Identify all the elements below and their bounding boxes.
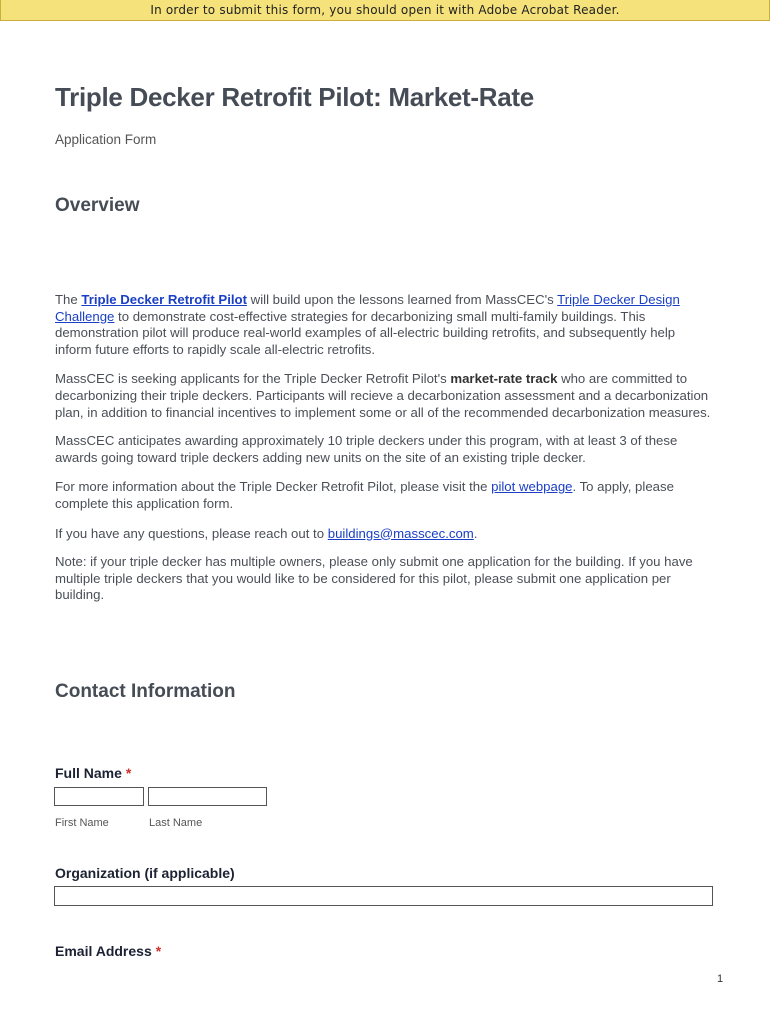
overview-paragraph-5	[55, 526, 715, 543]
first-name-sublabel: First Name	[55, 817, 109, 829]
organization-input[interactable]	[54, 886, 713, 906]
full-name-label	[55, 765, 131, 781]
organization-label: Organization (if applicable)	[55, 865, 235, 881]
email-address-label	[55, 943, 161, 959]
required-asterisk: *	[125, 765, 132, 781]
market-rate-track-emphasis: market-rate track	[450, 371, 558, 387]
p2-text-start: MassCEC is seeking applicants for the Triple Decker Retrofit Pilot's	[55, 371, 451, 387]
overview-paragraph-2	[55, 371, 715, 421]
first-name-input[interactable]	[54, 787, 144, 806]
last-name-input[interactable]	[148, 787, 267, 806]
p4-text-end: . To apply, please complete this application form.	[55, 479, 674, 511]
contact-email-link[interactable]: buildings@masscec.com	[327, 525, 474, 541]
page-title: Triple Decker Retrofit Pilot: Market-Rate	[55, 82, 534, 112]
overview-paragraph-3: MassCEC anticipates awarding approximately 10 triple deckers under this program, with at least 3 of these awards going toward triple deckers adding new units on the site of an existing triple decker.	[55, 433, 678, 465]
page-number: 1	[717, 973, 724, 985]
p5-text-start: If you have any questions, please reach out to	[55, 525, 328, 541]
p2-text-end: who are committed to decarbonizing their triple deckers. Participants will recieve a decarbonization assessment and a decarbonization plan, in addition to financial incentives to implement some or all of the recommended decarbonization measures.	[55, 371, 711, 420]
overview-body	[55, 292, 715, 604]
p1-text-mid: will build upon the lessons learned from MassCEC's	[247, 292, 558, 307]
last-name-sublabel: Last Name	[149, 817, 203, 829]
p1-text-start: The	[55, 292, 82, 307]
overview-paragraph-6: Note: if your triple decker has multiple owners, please only submit one application for the building. If you have multiple triple deckers that you would like to be considered for this pilot, please submit one application per building.	[55, 554, 693, 603]
triple-decker-retrofit-pilot-link[interactable]: Triple Decker Retrofit Pilot	[81, 292, 248, 307]
full-name-label-text: Full Name	[55, 765, 122, 781]
overview-paragraph-4	[55, 479, 715, 512]
email-address-label-text: Email Address	[55, 943, 152, 959]
p4-text-start: For more information about the Triple Decker Retrofit Pilot, please visit the	[55, 479, 492, 495]
overview-heading: Overview	[55, 195, 140, 216]
pilot-webpage-link[interactable]: pilot webpage	[491, 479, 573, 495]
page-subtitle: Application Form	[55, 132, 157, 147]
required-asterisk: *	[155, 943, 162, 959]
overview-paragraph-1	[55, 292, 715, 358]
p5-text-end: .	[473, 525, 478, 541]
p1-text-end: to demonstrate cost-effective strategies for decarbonizing small multi-family buildings. This demonstration pilot will produce real-world examples of all-electric building retrofits, and subsequently help inform future efforts to rapidly scale all-electric retrofits.	[55, 308, 676, 357]
design-challenge-link[interactable]: Triple Decker Design Challenge	[55, 292, 680, 324]
acrobat-notice-banner: In order to submit this form, you should open it with Adobe Acrobat Reader.	[0, 0, 770, 21]
contact-information-heading: Contact Information	[55, 681, 236, 702]
